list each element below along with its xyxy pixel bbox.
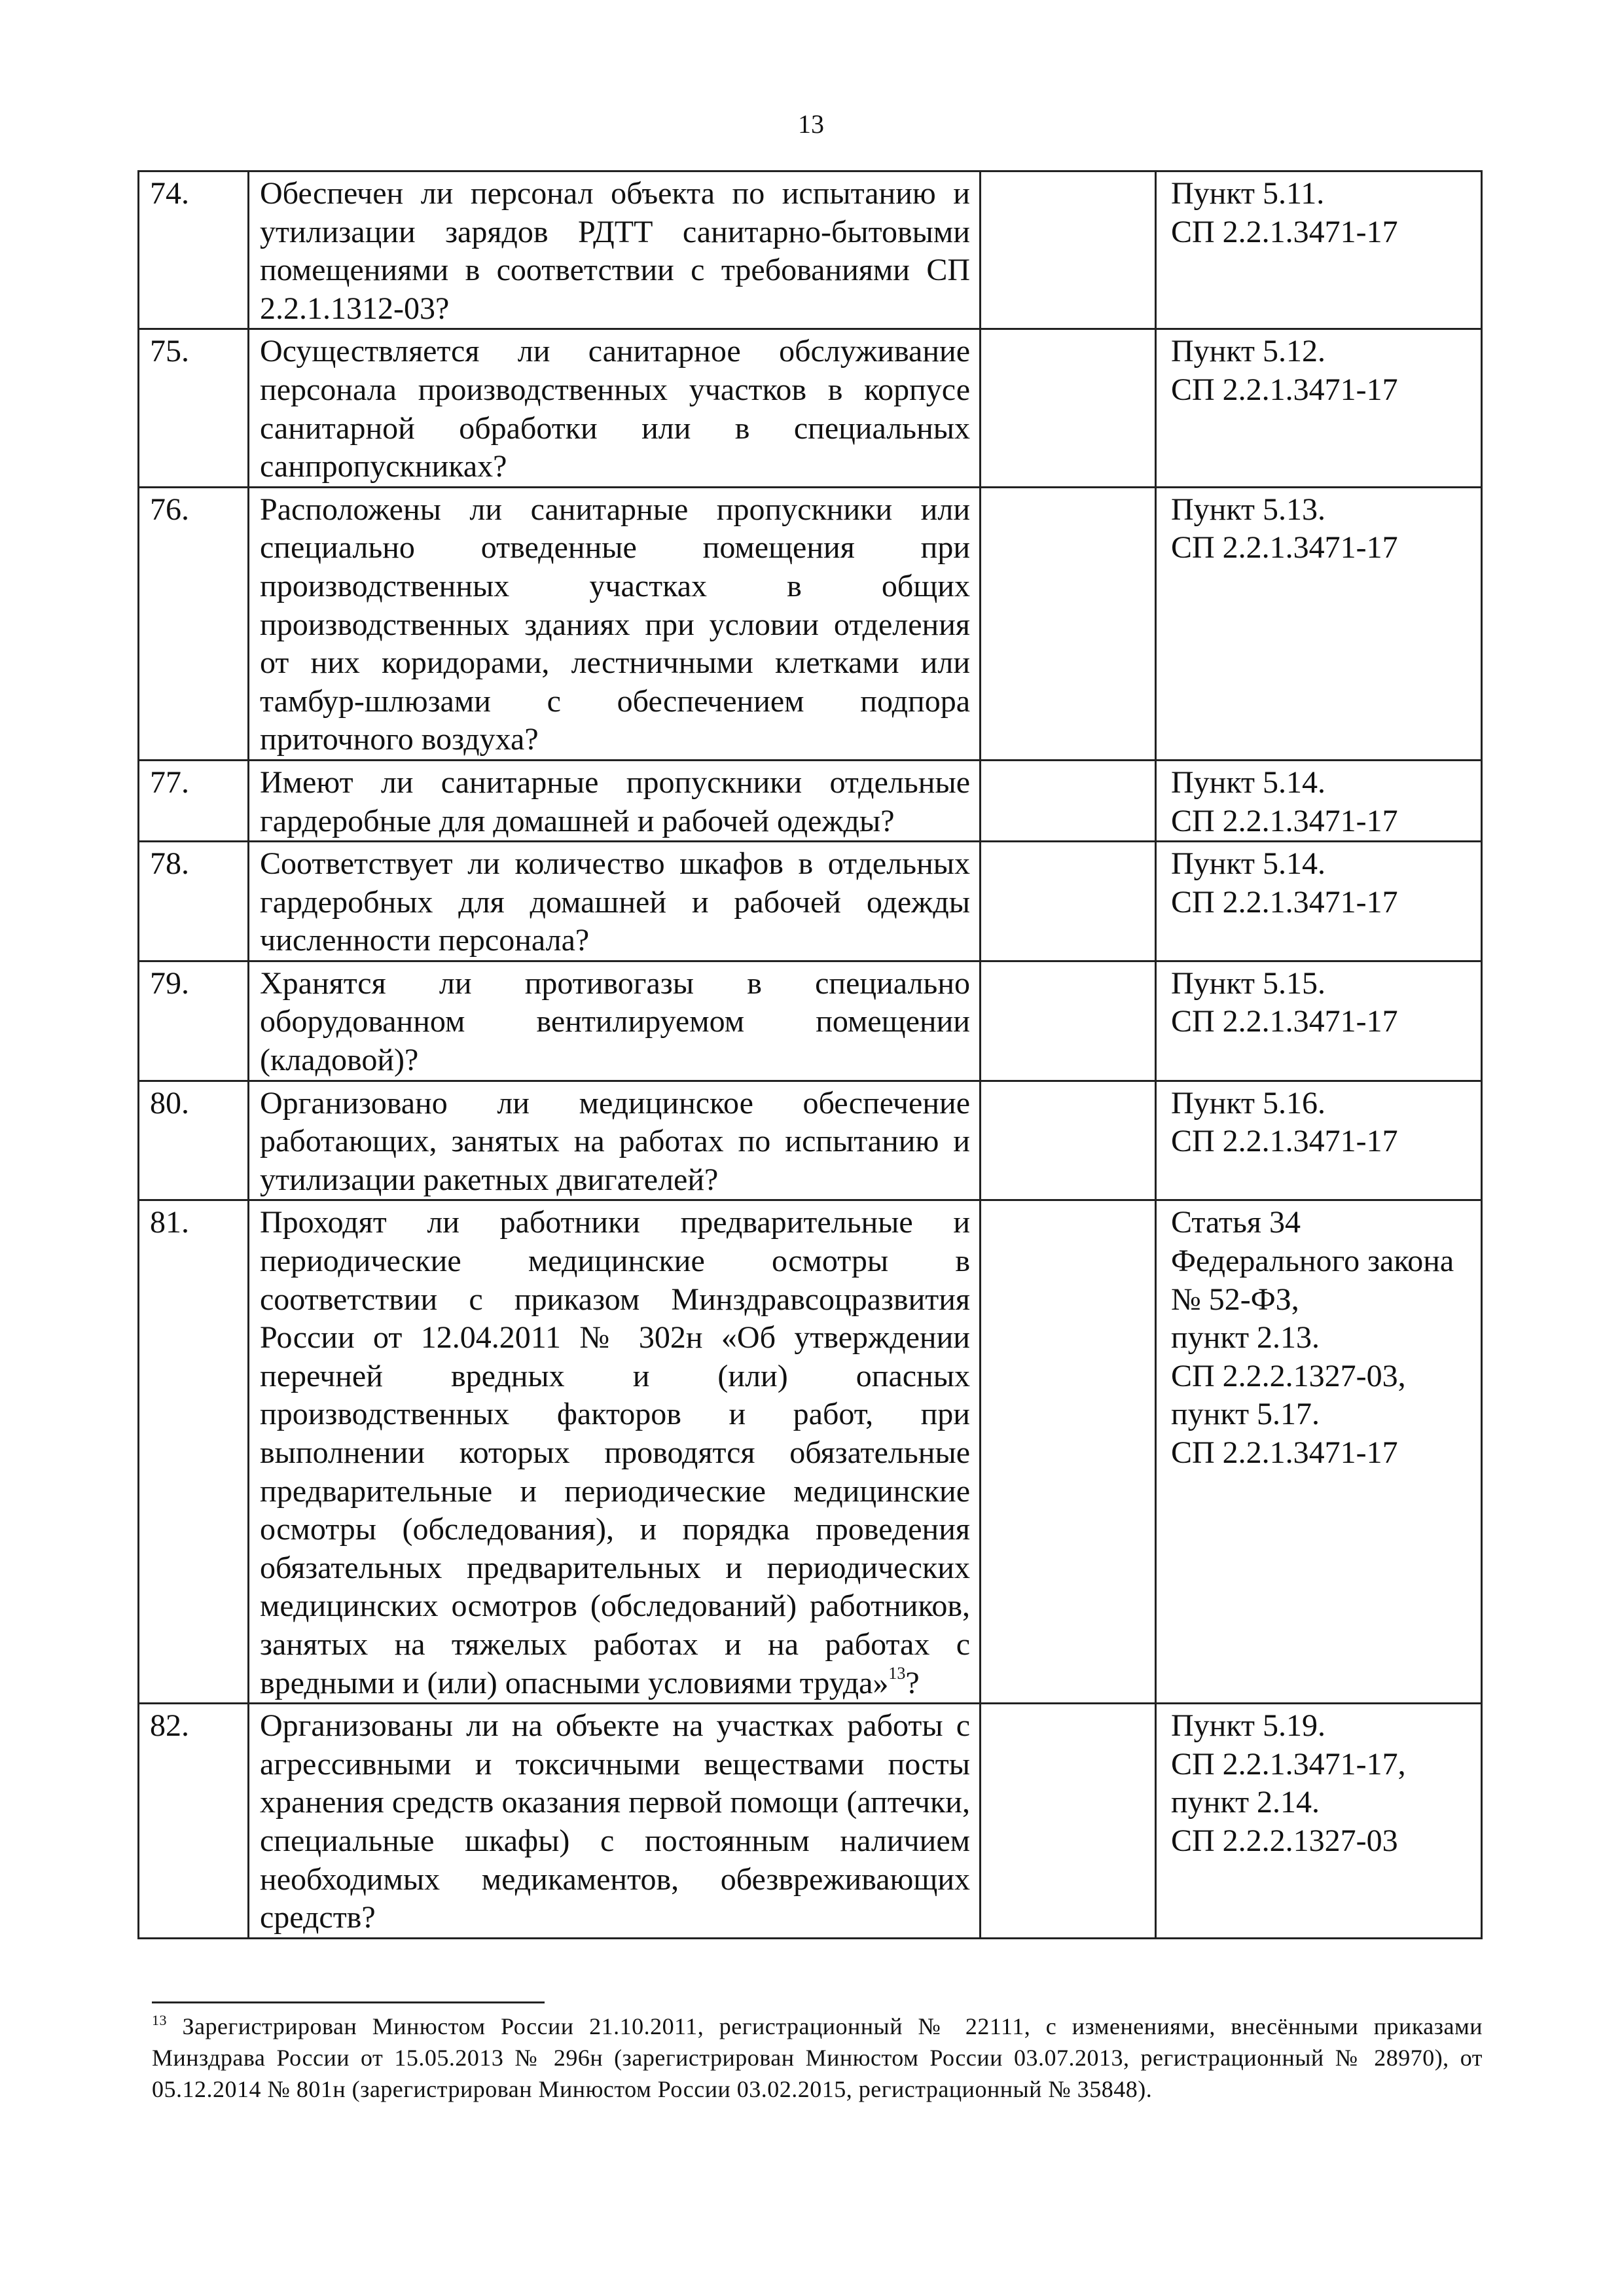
- reference-cell: [1156, 329, 1482, 487]
- question-cell: [249, 760, 981, 841]
- reference-cell: [1156, 1704, 1482, 1939]
- table-row: [139, 760, 1482, 841]
- reference-line: Пункт 5.19.: [1171, 1708, 1326, 1744]
- answer-cell[interactable]: [981, 961, 1156, 1081]
- footnote-reference: 13: [888, 1663, 906, 1683]
- table-row: [139, 487, 1482, 760]
- reference-line: СП 2.2.1.3471-17,: [1171, 1746, 1406, 1782]
- reference-line: пункт 2.14.: [1171, 1785, 1320, 1820]
- reference-cell: [1156, 1081, 1482, 1200]
- answer-cell[interactable]: [981, 760, 1156, 841]
- reference-line: СП 2.2.1.3471-17: [1171, 1124, 1398, 1159]
- reference-line: СП 2.2.1.3471-17: [1171, 1004, 1398, 1039]
- reference-cell: [1156, 842, 1482, 961]
- question-cell: [249, 171, 981, 329]
- question-cell: [249, 487, 981, 760]
- question-text: Соответствует ли количество шкафов в отдельных гардеробных для домашней и рабочей одежды численности персонала?: [260, 846, 970, 958]
- table-row: [139, 961, 1482, 1081]
- item-number: 80.: [139, 1081, 249, 1200]
- table-row: [139, 1704, 1482, 1939]
- reference-cell: [1156, 171, 1482, 329]
- question-cell: [249, 961, 981, 1081]
- reference-cell: [1156, 961, 1482, 1081]
- reference-line: № 52-ФЗ,: [1171, 1282, 1299, 1317]
- reference-line: Пункт 5.14.: [1171, 764, 1326, 800]
- reference-line: Пункт 5.14.: [1171, 846, 1326, 882]
- question-cell: [249, 1081, 981, 1200]
- reference-line: Пункт 5.15.: [1171, 965, 1326, 1001]
- footnote-text: Зарегистрирован Минюстом России 21.10.2011, регистрационный № 22111, с изменениями, внесёнными приказами Минздрава России от 15.05.2013 № 296н (зарегистрирован Минюстом России 03.07.2013, регистрационный № 28970), от 05.12.2014 № 801н (зарегистрирован Минюстом России 03.02.2015, регистрационный № 35848).: [152, 2013, 1483, 2102]
- table-row: [139, 329, 1482, 487]
- footnote-separator: [152, 2001, 545, 2003]
- table-row: [139, 1081, 1482, 1200]
- table-row: [139, 171, 1482, 329]
- question-text: Организованы ли на объекте на участках работы с агрессивными и токсичными веществами посты хранения средств оказания первой помощи (аптечки, специальные шкафы) с постоянным наличием необходимых медикаментов, обезвреживающих средств?: [260, 1708, 970, 1935]
- reference-cell: [1156, 1200, 1482, 1704]
- reference-line: Федерального закона: [1171, 1244, 1454, 1279]
- answer-cell[interactable]: [981, 329, 1156, 487]
- question-cell: [249, 329, 981, 487]
- answer-cell[interactable]: [981, 171, 1156, 329]
- reference-line: Пункт 5.11.: [1171, 176, 1325, 211]
- answer-cell[interactable]: [981, 1704, 1156, 1939]
- footnote-mark: 13: [152, 2012, 167, 2028]
- answer-cell[interactable]: [981, 1081, 1156, 1200]
- question-text: Осуществляется ли санитарное обслуживание персонала производственных участков в корпусе санитарной обработки или в специальных санпропускниках?: [260, 334, 970, 484]
- reference-line: пункт 5.17.: [1171, 1397, 1320, 1432]
- reference-line: Пункт 5.13.: [1171, 492, 1326, 527]
- reference-line: Пункт 5.16.: [1171, 1085, 1326, 1121]
- table-row: [139, 842, 1482, 961]
- checklist-rows: [139, 171, 1482, 1939]
- reference-line: СП 2.2.2.1327-03: [1171, 1823, 1398, 1858]
- answer-cell[interactable]: [981, 487, 1156, 760]
- footnote: [152, 2011, 1483, 2105]
- answer-cell[interactable]: [981, 842, 1156, 961]
- question-cell: [249, 842, 981, 961]
- item-number: 77.: [139, 760, 249, 841]
- reference-cell: [1156, 487, 1482, 760]
- reference-line: СП 2.2.1.3471-17: [1171, 884, 1398, 920]
- reference-line: СП 2.2.1.3471-17: [1171, 372, 1398, 407]
- reference-line: Статья 34: [1171, 1205, 1301, 1240]
- question-text: Обеспечен ли персонал объекта по испытанию и утилизации зарядов РДТТ санитарно-бытовыми помещениями в соответствии с требованиями СП 2.2.1.1312-03?: [260, 176, 970, 326]
- reference-line: СП 2.2.1.3471-17: [1171, 803, 1398, 838]
- question-text: Расположены ли санитарные пропускники или специально отведенные помещения при производственных участках в общих производственных зданиях при условии отделения от них коридорами, лестничными клетками или тамбур-шлюзами с обеспечением подпора приточного воздуха?: [260, 492, 970, 757]
- item-number: 75.: [139, 329, 249, 487]
- item-number: 81.: [139, 1200, 249, 1704]
- item-number: 74.: [139, 171, 249, 329]
- item-number: 82.: [139, 1704, 249, 1939]
- checklist-table: [137, 170, 1483, 1939]
- item-number: 76.: [139, 487, 249, 760]
- question-text: Проходят ли работники предварительные и периодические медицинские осмотры в соответствии с приказом Минздравсоцразвития России от 12.04.2011 № 302н «Об утверждении перечней вредных и (или) опасных производственных факторов и работ, при выполнении которых проводятся обязательные предварительные и периодические медицинские осмотры (обследования), и порядка проведения обязательных предварительных и периодических медицинских осмотров (обследований) работников, занятых на тяжелых работах и на работах с вредными и (или) опасными условиями труда»: [260, 1205, 970, 1700]
- answer-cell[interactable]: [981, 1200, 1156, 1704]
- reference-line: пункт 2.13.: [1171, 1320, 1320, 1355]
- reference-line: СП 2.2.1.3471-17: [1171, 1435, 1398, 1470]
- question-end: ?: [905, 1665, 920, 1700]
- table-row: [139, 1200, 1482, 1704]
- page-number: 13: [798, 109, 824, 139]
- reference-line: Пункт 5.12.: [1171, 334, 1326, 369]
- question-text: Хранятся ли противогазы в специально оборудованном вентилируемом помещении (кладовой)?: [260, 965, 970, 1078]
- question-cell: [249, 1200, 981, 1704]
- question-text: Организовано ли медицинское обеспечение работающих, занятых на работах по испытанию и утилизации ракетных двигателей?: [260, 1085, 970, 1197]
- reference-line: СП 2.2.1.3471-17: [1171, 214, 1398, 249]
- item-number: 78.: [139, 842, 249, 961]
- reference-line: СП 2.2.1.3471-17: [1171, 530, 1398, 565]
- question-text: Имеют ли санитарные пропускники отдельные гардеробные для домашней и рабочей одежды?: [260, 764, 970, 838]
- reference-cell: [1156, 760, 1482, 841]
- question-cell: [249, 1704, 981, 1939]
- reference-line: СП 2.2.2.1327-03,: [1171, 1358, 1406, 1393]
- item-number: 79.: [139, 961, 249, 1081]
